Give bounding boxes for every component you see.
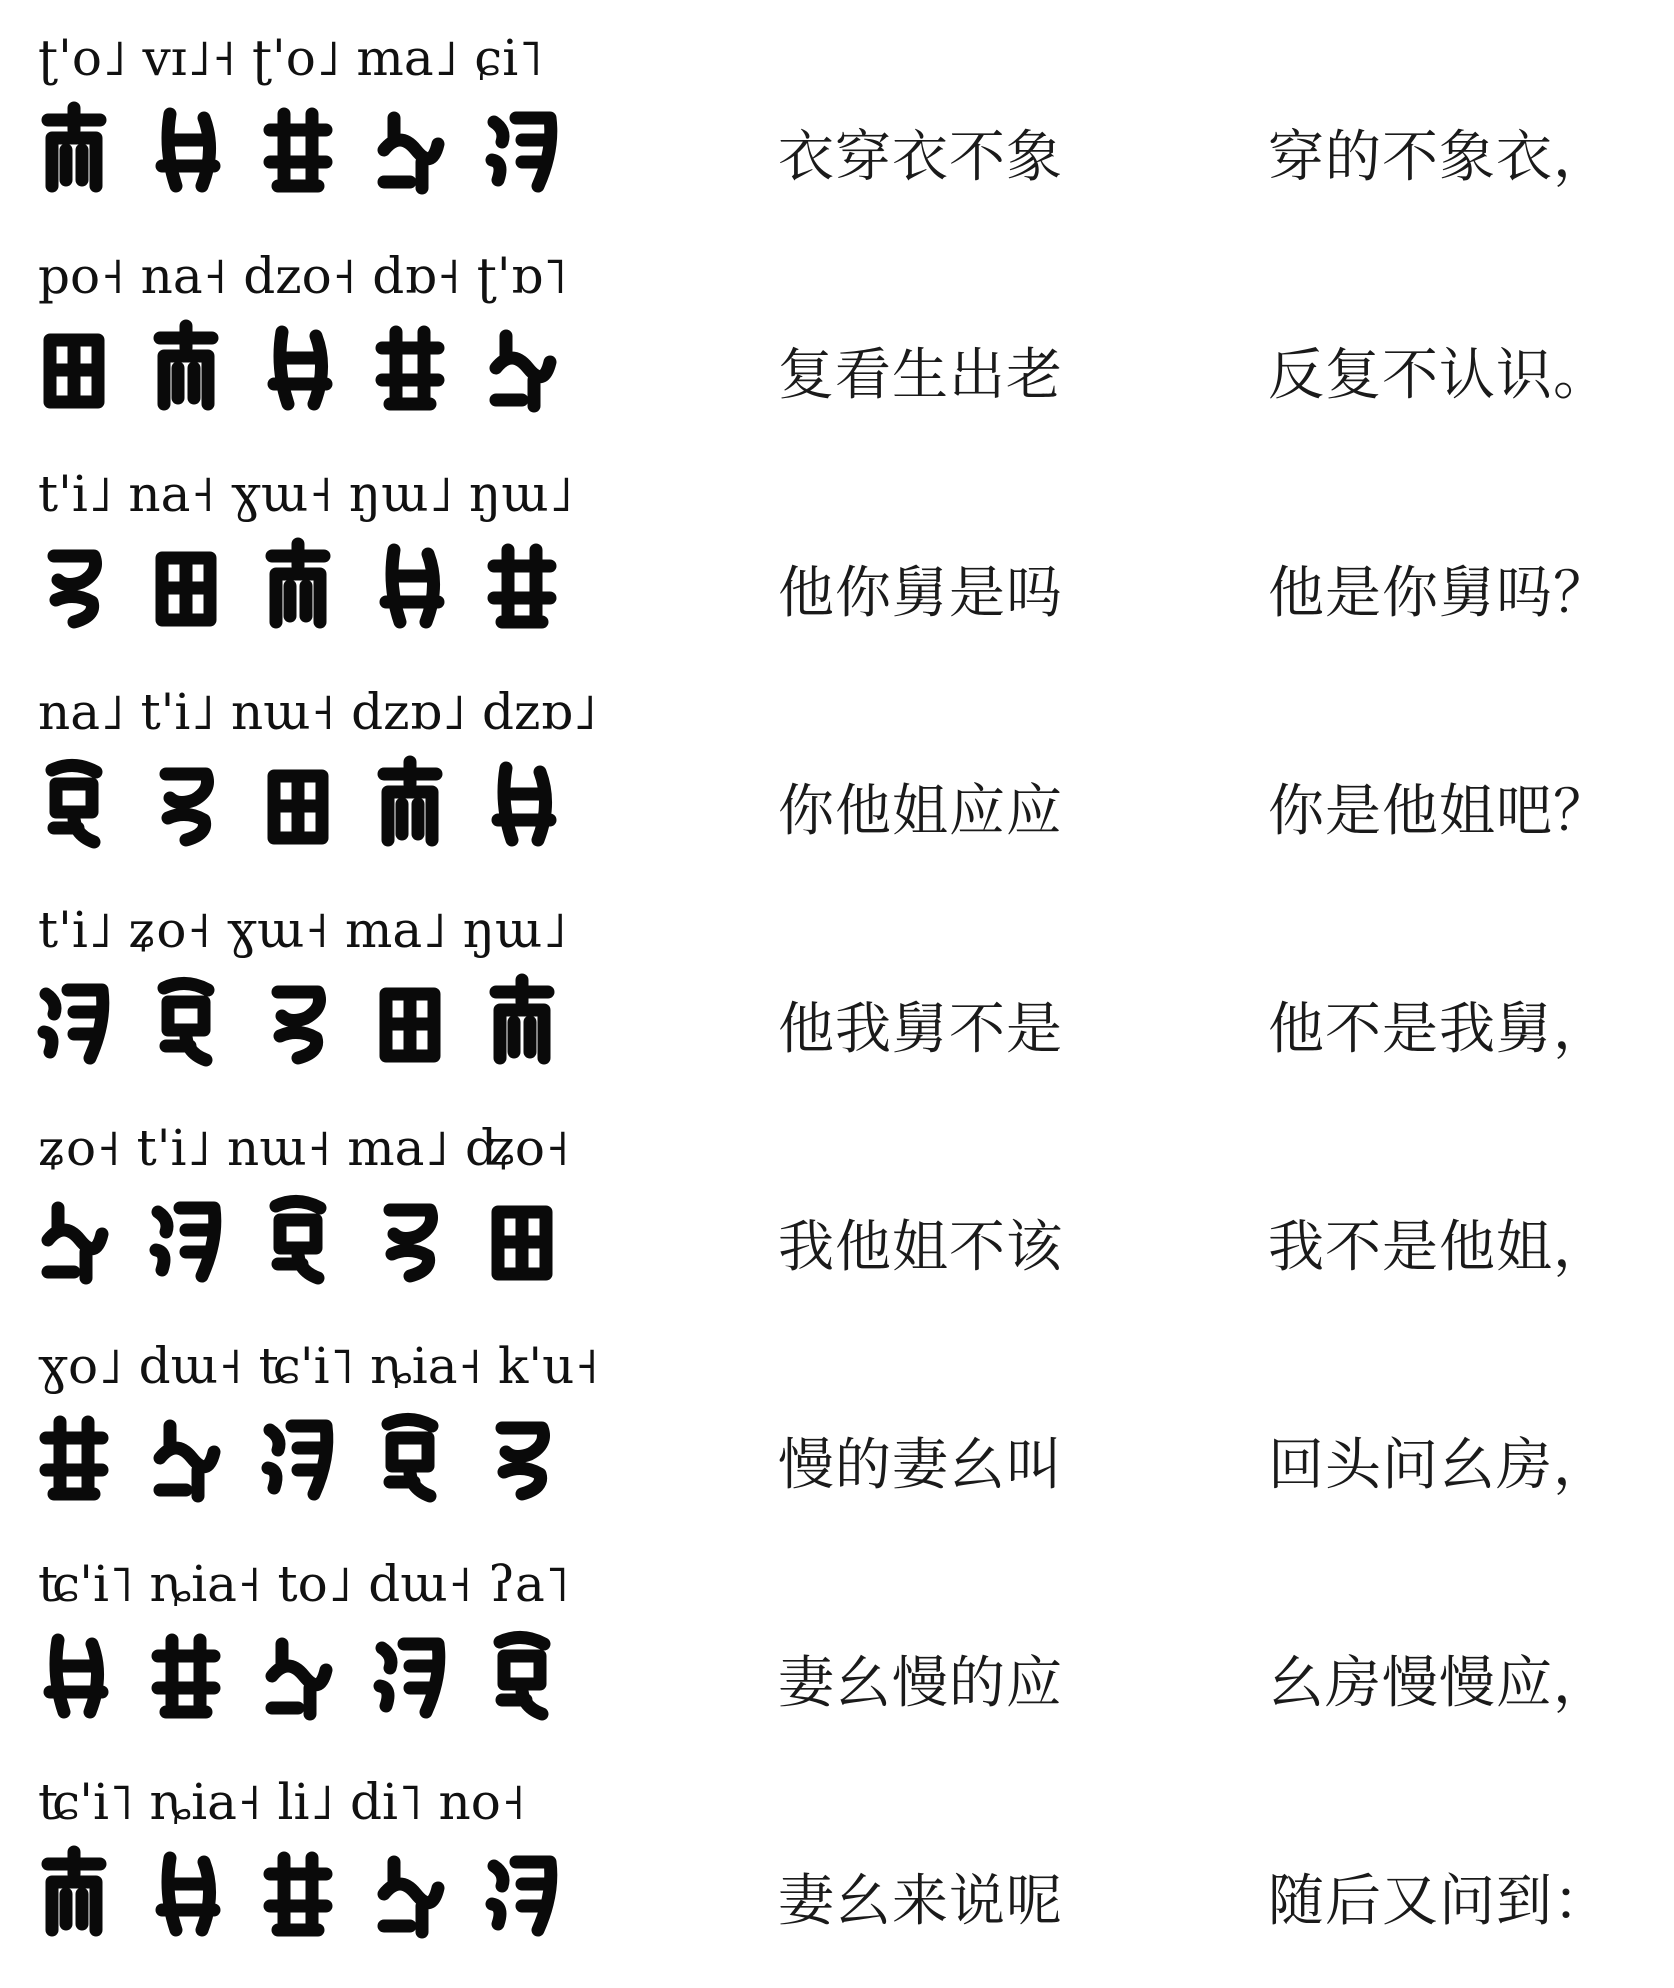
- script-glyph-icon: [482, 754, 562, 854]
- script-glyph-icon: [34, 100, 114, 200]
- script-glyph-row: [34, 1844, 594, 1944]
- script-glyph-row: [34, 1408, 594, 1508]
- script-glyph-icon: [482, 1844, 562, 1944]
- literal-gloss: 他我舅不是: [778, 997, 1063, 1062]
- literal-gloss: 衣穿衣不象: [778, 125, 1063, 190]
- literal-gloss: 我他姐不该: [778, 1215, 1063, 1280]
- free-translation: 回头问幺房，: [1268, 1433, 1610, 1498]
- free-translation: 随后又问到：: [1268, 1869, 1610, 1934]
- free-translation: 他不是我舅，: [1268, 997, 1610, 1062]
- verse-line: [0, 26, 1674, 244]
- script-glyph-icon: [34, 1626, 114, 1726]
- script-glyph-icon: [146, 1844, 226, 1944]
- script-glyph-icon: [258, 1626, 338, 1726]
- script-glyph-icon: [146, 754, 226, 854]
- free-translation: 穿的不象衣，: [1268, 125, 1610, 190]
- script-glyph-row: [34, 100, 594, 200]
- verse-line: [0, 1116, 1674, 1334]
- script-glyph-icon: [146, 972, 226, 1072]
- free-translation: 我不是他姐，: [1268, 1215, 1610, 1280]
- script-glyph-icon: [258, 536, 338, 636]
- verse-line: [0, 1334, 1674, 1552]
- verse-line: [0, 1770, 1674, 1988]
- script-glyph-icon: [482, 1626, 562, 1726]
- literal-gloss: 他你舅是吗: [778, 561, 1063, 626]
- literal-gloss: 妻幺来说呢: [778, 1869, 1063, 1934]
- script-glyph-icon: [482, 318, 562, 418]
- script-glyph-icon: [34, 754, 114, 854]
- script-glyph-icon: [34, 1844, 114, 1944]
- script-glyph-icon: [370, 754, 450, 854]
- script-glyph-icon: [258, 100, 338, 200]
- script-glyph-icon: [34, 1190, 114, 1290]
- script-glyph-icon: [258, 318, 338, 418]
- script-glyph-icon: [482, 536, 562, 636]
- literal-gloss: 妻幺慢的应: [778, 1651, 1063, 1716]
- script-glyph-icon: [482, 1408, 562, 1508]
- script-glyph-icon: [146, 100, 226, 200]
- script-glyph-icon: [370, 318, 450, 418]
- script-glyph-icon: [146, 536, 226, 636]
- ipa-transcription: ʨ'i˥ ȵia˧ li˩ di˥ no˧: [38, 1773, 526, 1831]
- script-glyph-icon: [34, 972, 114, 1072]
- verse-line: [0, 1552, 1674, 1770]
- ipa-transcription: t'i˩ ʑo˧ ɣɯ˧ ma˩ ŋɯ˩: [38, 901, 568, 959]
- ipa-transcription: t'i˩ na˧ ɣɯ˧ ŋɯ˩ ŋɯ˩: [38, 465, 574, 523]
- script-glyph-row: [34, 1626, 594, 1726]
- script-glyph-row: [34, 318, 594, 418]
- verse-line: [0, 898, 1674, 1116]
- free-translation: 他是你舅吗？: [1268, 561, 1610, 626]
- script-glyph-icon: [34, 318, 114, 418]
- ipa-transcription: na˩ t'i˩ nɯ˧ dzɒ˩ dzɒ˩: [38, 683, 598, 741]
- literal-gloss: 慢的妻幺叫: [778, 1433, 1063, 1498]
- script-glyph-icon: [370, 1190, 450, 1290]
- script-glyph-icon: [258, 1190, 338, 1290]
- ipa-transcription: po˧ na˧ dzo˧ dɒ˧ ʈ'ɒ˥: [38, 247, 568, 305]
- script-glyph-icon: [482, 100, 562, 200]
- script-glyph-icon: [146, 1626, 226, 1726]
- script-glyph-icon: [370, 972, 450, 1072]
- script-glyph-icon: [34, 1408, 114, 1508]
- ipa-transcription: ʑo˧ t'i˩ nɯ˧ ma˩ ʥo˧: [38, 1119, 570, 1177]
- verse-line: [0, 462, 1674, 680]
- verse-line: [0, 244, 1674, 462]
- literal-gloss: 你他姐应应: [778, 779, 1063, 844]
- script-glyph-icon: [482, 972, 562, 1072]
- script-glyph-row: [34, 536, 594, 636]
- script-glyph-icon: [258, 1408, 338, 1508]
- script-glyph-row: [34, 972, 594, 1072]
- script-glyph-icon: [482, 1190, 562, 1290]
- script-glyph-icon: [370, 1408, 450, 1508]
- script-glyph-icon: [370, 100, 450, 200]
- verse-line: [0, 680, 1674, 898]
- script-glyph-icon: [146, 318, 226, 418]
- script-glyph-row: [34, 1190, 594, 1290]
- script-glyph-icon: [258, 972, 338, 1072]
- script-glyph-icon: [370, 1844, 450, 1944]
- literal-gloss: 复看生出老: [778, 343, 1063, 408]
- ipa-transcription: ʨ'i˥ ȵia˧ to˩ dɯ˧ ʔa˥: [38, 1555, 570, 1613]
- script-glyph-icon: [370, 536, 450, 636]
- script-glyph-icon: [146, 1408, 226, 1508]
- script-glyph-icon: [370, 1626, 450, 1726]
- script-glyph-row: [34, 754, 594, 854]
- script-glyph-icon: [34, 536, 114, 636]
- script-glyph-icon: [258, 754, 338, 854]
- ipa-transcription: ʈ'o˩ vɪ˩˧ ʈ'o˩ ma˩ ɕi˥: [38, 29, 543, 87]
- ipa-transcription: ɣo˩ dɯ˧ ʨ'i˥ ȵia˧ k'u˧: [38, 1337, 599, 1395]
- free-translation: 幺房慢慢应，: [1268, 1651, 1610, 1716]
- script-glyph-icon: [258, 1844, 338, 1944]
- free-translation: 反复不认识。: [1268, 343, 1610, 408]
- script-glyph-icon: [146, 1190, 226, 1290]
- free-translation: 你是他姐吧？: [1268, 779, 1610, 844]
